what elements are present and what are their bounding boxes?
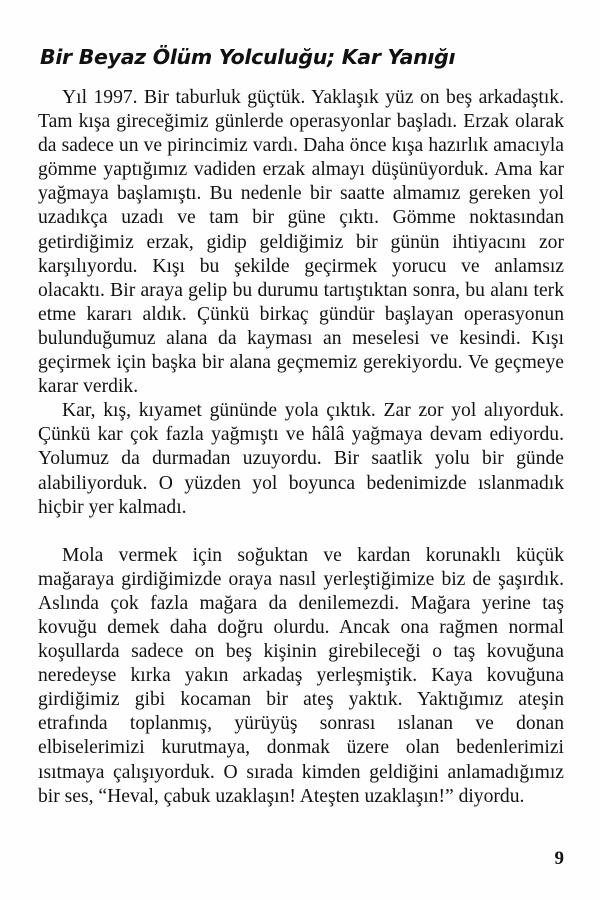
paragraph: Mola vermek için soğuktan ve kardan korunaklı küçük mağaraya girdiğimizde oraya nasıl yerleştiğimize biz de şaşırdık. Aslında çok fazla mağara da denilemezdi. Mağara yerine taş kovuğu demek daha doğru olurdu. Ancak ona rağmen normal koşullarda sadece on beş kişinin girebileceği o taş kovuğuna neredeyse kırka yakın arkadaş yerleşmiştik. Kaya kovuğuna girdiğimiz gibi kocaman bir ateş yaktık. Yaktığımız ateşin etrafında toplanmış, yürüyüş sonrası ıslanan ve donan elbiselerimizi kurutmaya, donmak üzere olan bedenlerimizi ısıtmaya çalışıyorduk. O sırada kimden geldiğini anlamadığımız bir ses, “Heval, çabuk uzaklaşın! Ateşten uzaklaşın!” diyordu. — [38, 544, 564, 807]
paragraph: Yıl 1997. Bir taburluk güçtük. Yaklaşık yüz on beş arkadaştık. Tam kışa gireceğimiz günlerde operasyonlar başladı. Erzak olarak da sadece un ve pirincimiz vardı. Daha önce kışa hazırlık amacıyla gömme yaptığımız vadiden erzak almayı düşünüyorduk. Ama kar yağmaya başlamıştı. Bu nedenle bir saatte almamız gereken yol uzadıkça uzadı ve tam bir güne çıktı. Gömme noktasından getirdiğimiz erzak, gidip geldiğimiz bir günün ihtiyacını zor karşılıyordu. Kışı bu şekilde geçirmek yorucu ve anlamsız olacaktı. Bir araya gelip bu durumu tartıştıktan sonra, bu alanı terk etme kararı aldık. Çünkü birkaç gündür başlayan operasyonun bulunduğumuz alana da kayması an meselesi ve kesindi. Kışı geçirmek için başka bir alana geçmemiz gerekiyordu. Ve geçmeye karar verdik. — [38, 87, 564, 398]
page-number: 9 — [554, 848, 564, 869]
paragraph: Kar, kış, kıyamet gününde yola çıktık. Zar zor yol alıyorduk. Çünkü kar çok fazla yağmıştı ve hâlâ yağmaya devam ediyordu. Yolumuz da durmadan uzuyordu. Bir saatlik yolu bir günde alabiliyorduk. O yüzden yol boyunca bedenimizde ıslanmadık hiçbir yer kalmadı. — [38, 400, 564, 518]
paragraph-group-divider — [38, 520, 564, 544]
body-text — [38, 86, 564, 809]
page-title: Bir Beyaz Ölüm Yolculuğu; Kar Yanığı — [40, 44, 456, 69]
